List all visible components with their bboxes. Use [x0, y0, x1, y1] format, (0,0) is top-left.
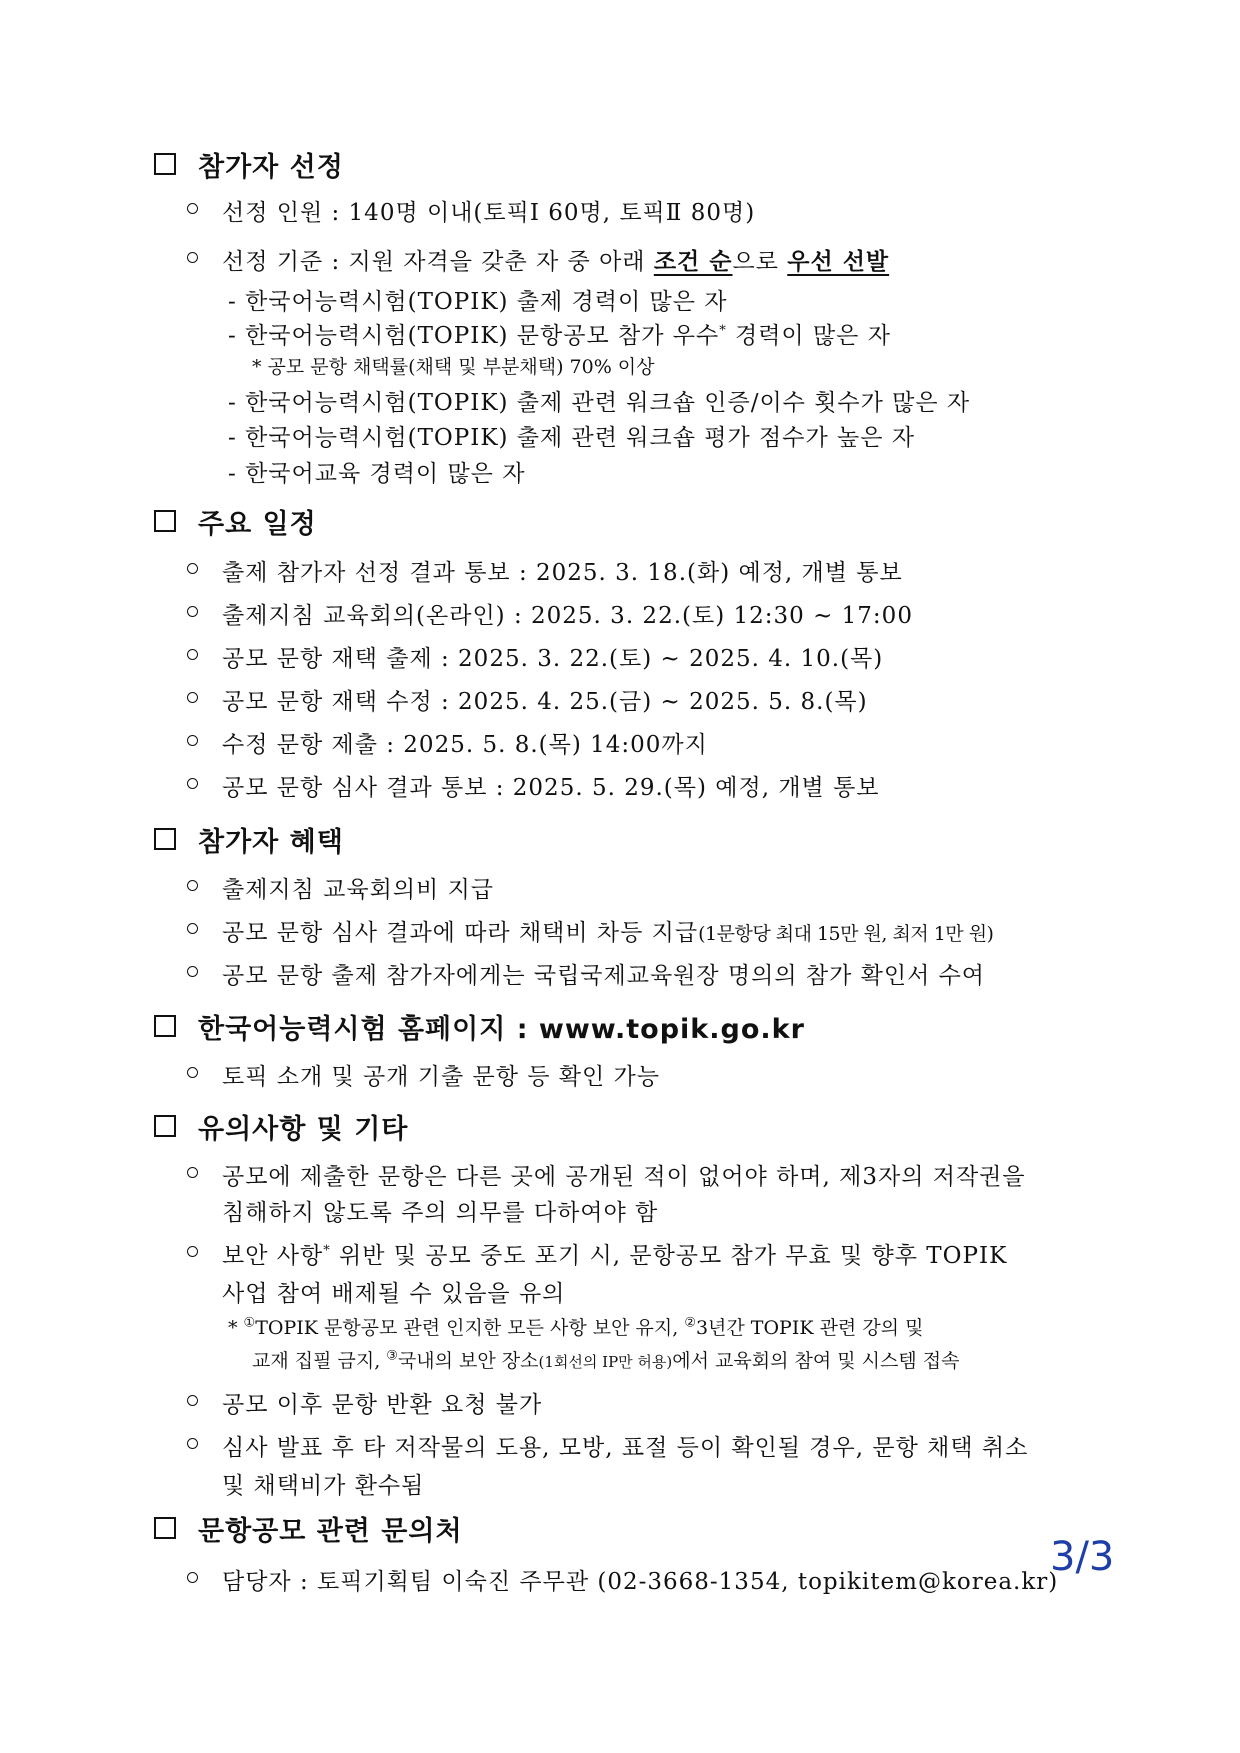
notice-item-cont: 및 채택비가 환수됨 [222, 1473, 425, 1499]
section-heading [154, 817, 1114, 861]
checkbox-icon [154, 153, 176, 175]
section-notices [154, 1104, 1114, 1148]
bullet-circle-icon [187, 203, 198, 214]
bullet-circle-icon [187, 606, 198, 617]
bullet-circle-icon [187, 1438, 198, 1449]
security-note: * ①TOPIK 문항공모 관련 인지한 모든 사항 보안 유지, ②3년간 TOPIK 관련 강의 및 [228, 1315, 924, 1339]
checkbox-icon [154, 1015, 176, 1037]
schedule-item: 공모 문항 심사 결과 통보 : 2025. 5. 29.(목) 예정, 개별 통보 [222, 775, 880, 801]
section-benefits [154, 817, 1114, 861]
section-title: 주요 일정 [198, 508, 317, 540]
criteria-note: * 공모 문항 채택률(채택 및 부분채택) 70% 이상 [252, 356, 655, 378]
selection-criteria: 선정 기준 : 지원 자격을 갖춘 자 중 아래 조건 순으로 우선 선발 [222, 248, 890, 275]
checkbox-icon [154, 1115, 176, 1137]
bullet-circle-icon [187, 252, 198, 263]
schedule-item: 출제 참가자 선정 결과 통보 : 2025. 3. 18.(화) 예정, 개별 통보 [222, 560, 903, 586]
benefit-item: 공모 문항 출제 참가자에게는 국립국제교육원장 명의의 참가 확인서 수여 [222, 963, 986, 989]
bullet-circle-icon [187, 735, 198, 746]
checkbox-icon [154, 828, 176, 850]
bullet-circle-icon [187, 1246, 198, 1257]
section-contact [154, 1506, 1114, 1550]
notice-item: 공모 이후 문항 반환 요청 불가 [222, 1392, 543, 1418]
benefit-item: 공모 문항 심사 결과에 따라 채택비 차등 지급(1문항당 최대 15만 원, 최저 1만 원) [222, 920, 994, 946]
bullet-circle-icon [187, 1572, 198, 1583]
section-heading [154, 1104, 1114, 1148]
section-heading [154, 1506, 1114, 1550]
section-schedule [154, 499, 1114, 543]
selection-count: 선정 인원 : 140명 이내(토픽Ⅰ 60명, 토픽Ⅱ 80명) [222, 200, 756, 226]
section-homepage [154, 1004, 1114, 1048]
bullet-circle-icon [187, 649, 198, 660]
schedule-item: 공모 문항 재택 수정 : 2025. 4. 25.(금) ~ 2025. 5. 8.(목) [222, 689, 868, 715]
section-title: 한국어능력시험 홈페이지 : www.topik.go.kr [198, 1013, 805, 1045]
bullet-circle-icon [187, 923, 198, 934]
section-heading [154, 1004, 1114, 1048]
notice-item-cont: 사업 참여 배제될 수 있음을 유의 [222, 1281, 566, 1307]
benefit-item: 출제지침 교육회의비 지급 [222, 877, 495, 903]
section-heading [154, 142, 1114, 186]
notice-item-cont: 침해하지 않도록 주의 의무를 다하여야 함 [222, 1200, 659, 1226]
bullet-circle-icon [187, 778, 198, 789]
section-heading [154, 499, 1114, 543]
checkbox-icon [154, 510, 176, 532]
section-title: 문항공모 관련 문의처 [198, 1515, 463, 1547]
contact-item: 담당자 : 토픽기획팀 이숙진 주무관 (02-3668-1354, topikitem@korea.kr) [222, 1569, 1059, 1595]
notice-item: 공모에 제출한 문항은 다른 곳에 공개된 적이 없어야 하며, 제3자의 저작권을 [222, 1164, 1026, 1190]
bullet-circle-icon [187, 1067, 198, 1078]
criteria-item: - 한국어능력시험(TOPIK) 문항공모 참가 우수* 경력이 많은 자 [228, 323, 891, 349]
bullet-circle-icon [187, 880, 198, 891]
homepage-item: 토픽 소개 및 공개 기출 문항 등 확인 가능 [222, 1064, 660, 1090]
bullet-circle-icon [187, 692, 198, 703]
bullet-circle-icon [187, 563, 198, 574]
schedule-item: 출제지침 교육회의(온라인) : 2025. 3. 22.(토) 12:30 ~ 17:00 [222, 603, 913, 629]
section-title: 참가자 혜택 [198, 826, 344, 858]
criteria-item: - 한국어능력시험(TOPIK) 출제 관련 워크숍 평가 점수가 높은 자 [228, 425, 915, 451]
schedule-item: 공모 문항 재택 출제 : 2025. 3. 22.(토) ~ 2025. 4. 10.(목) [222, 646, 884, 672]
criteria-item: - 한국어능력시험(TOPIK) 출제 경력이 많은 자 [228, 289, 728, 315]
section-title: 참가자 선정 [198, 151, 344, 183]
criteria-item: - 한국어능력시험(TOPIK) 출제 관련 워크숍 인증/이수 횟수가 많은 자 [228, 390, 971, 416]
security-note-cont: 교재 집필 금지, ③국내의 보안 장소(1회선의 IP만 허용)에서 교육회의 참여 및 시스템 접속 [252, 1348, 960, 1372]
notice-item: 심사 발표 후 타 저작물의 도용, 모방, 표절 등이 확인될 경우, 문항 채택 취소 [222, 1435, 1029, 1461]
section-title: 유의사항 및 기타 [198, 1113, 409, 1145]
notice-item: 보안 사항* 위반 및 공모 중도 포기 시, 문항공모 참가 무효 및 향후 TOPIK [222, 1243, 1008, 1269]
section-participant-selection [154, 142, 1114, 186]
bullet-circle-icon [187, 1395, 198, 1406]
bullet-circle-icon [187, 1167, 198, 1178]
page-number: 3/3 [1050, 1534, 1115, 1580]
criteria-item: - 한국어교육 경력이 많은 자 [228, 461, 526, 487]
schedule-item: 수정 문항 제출 : 2025. 5. 8.(목) 14:00까지 [222, 732, 708, 758]
checkbox-icon [154, 1517, 176, 1539]
bullet-circle-icon [187, 966, 198, 977]
